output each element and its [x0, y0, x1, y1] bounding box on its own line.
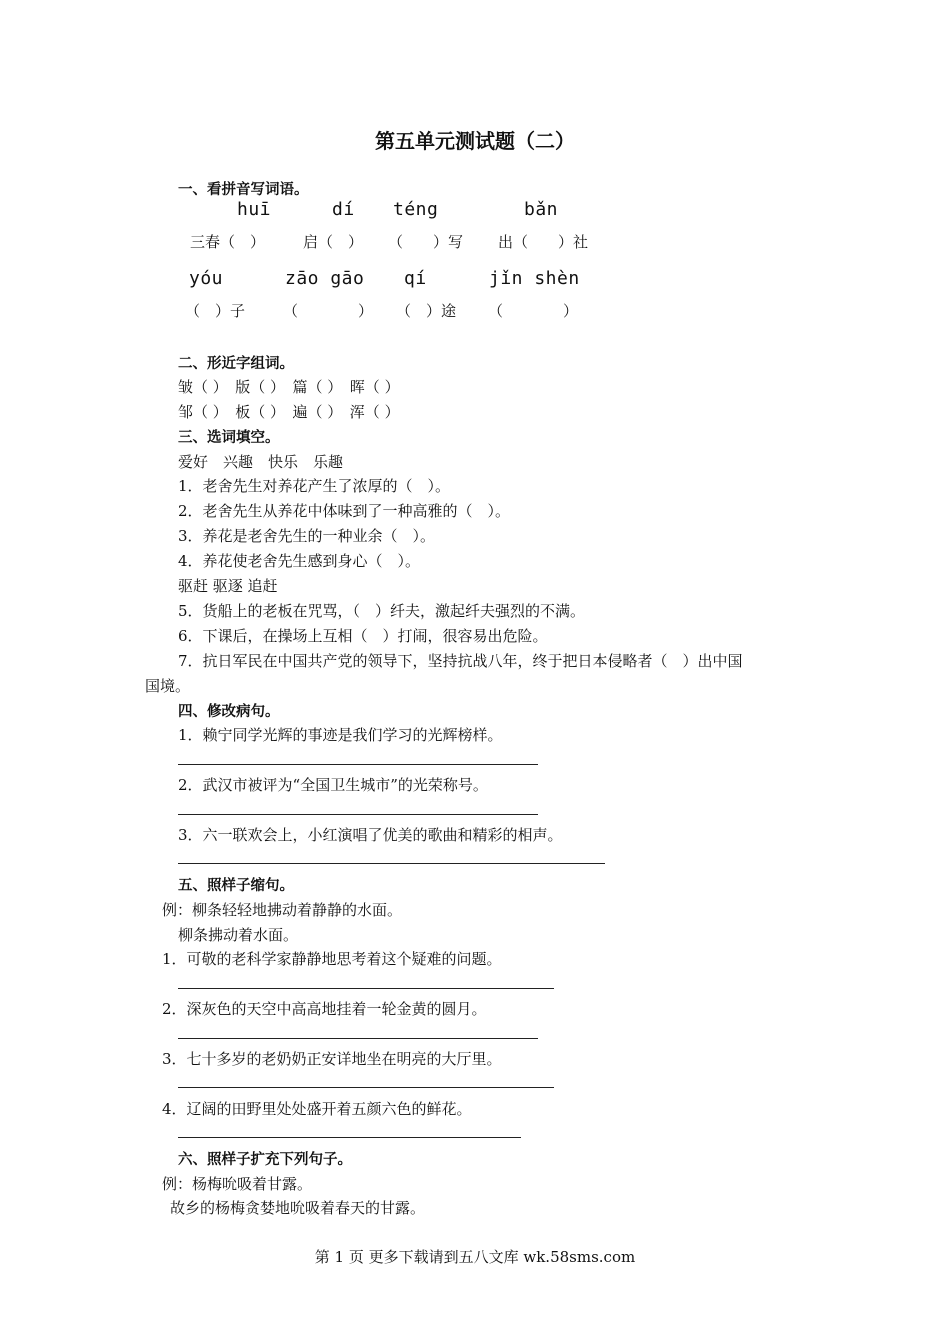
- section1-heading: 一、看拼音写词语。: [178, 182, 309, 198]
- blank-youzi: （ ）子: [185, 302, 246, 320]
- blank-qitu: （ ）途: [396, 302, 457, 320]
- similar-chars-row1: 皱（ ） 版（ ） 篇（ ） 晖（ ）: [178, 378, 400, 396]
- blank-jinshen: （ ）: [488, 302, 579, 320]
- answer-line: [178, 988, 554, 989]
- answer-line: [178, 1038, 538, 1039]
- correct-sentence-1: 1．赖宁同学光辉的事迹是我们学习的光辉榜样。: [178, 726, 503, 744]
- section5-heading: 五、照样子缩句。: [178, 878, 294, 894]
- pinyin-hui: huī: [237, 199, 272, 220]
- pinyin-zaogao: zāo gāo: [285, 268, 365, 289]
- pinyin-jinshen: jǐn shèn: [489, 268, 580, 289]
- answer-line: [178, 1087, 554, 1088]
- fill-question-7: 7．抗日军民在中国共产党的领导下，坚持抗战八年，终于把日本侵略者（ ）出中国: [178, 652, 743, 670]
- blank-zaogao: （ ）: [283, 302, 374, 320]
- blank-qi: 启（ ）: [303, 233, 364, 251]
- pinyin-qi: qí: [404, 268, 427, 289]
- shorten-question-1: 1．可敬的老科学家静静地思考着这个疑难的问题。: [162, 950, 502, 968]
- pinyin-ban: bǎn: [524, 199, 559, 220]
- expand-example-answer: 故乡的杨梅贪婪地吮吸着春天的甘露。: [170, 1199, 426, 1217]
- word-bank-2: 驱赶 驱逐 追赶: [178, 577, 278, 595]
- blank-xie: （ ）写: [388, 233, 464, 251]
- section4-heading: 四、修改病句。: [178, 704, 280, 720]
- page-footer: 第 1 页 更多下载请到五八文库 wk.58sms.com: [314, 1248, 636, 1266]
- shorten-example-answer: 柳条拂动着水面。: [178, 926, 299, 944]
- answer-line: [178, 764, 538, 765]
- section6-heading: 六、照样子扩充下列句子。: [178, 1152, 352, 1168]
- answer-line: [178, 814, 538, 815]
- page-title: 第五单元测试题（二）: [375, 129, 575, 153]
- fill-question-5: 5．货船上的老板在咒骂，（ ）纤夫，激起纤夫强烈的不满。: [178, 602, 586, 620]
- pinyin-di: dí: [332, 199, 355, 220]
- shorten-question-2: 2．深灰色的天空中高高地挂着一轮金黄的圆月。: [162, 1000, 487, 1018]
- fill-question-4: 4．养花使老舍先生感到身心（ ）。: [178, 552, 421, 570]
- section2-heading: 二、形近字组词。: [178, 356, 294, 372]
- shorten-question-3: 3．七十多岁的老奶奶正安详地坐在明亮的大厅里。: [162, 1050, 502, 1068]
- pinyin-teng: téng: [393, 199, 439, 220]
- pinyin-you: yóu: [189, 268, 224, 289]
- fill-question-6: 6．下课后，在操场上互相（ ）打闹，很容易出危险。: [178, 627, 548, 645]
- shorten-question-4: 4．辽阔的田野里处处盛开着五颜六色的鲜花。: [162, 1100, 472, 1118]
- blank-sanchun: 三春（ ）: [190, 233, 266, 251]
- blank-chubanshe: 出（ ）社: [498, 233, 589, 251]
- fill-question-2: 2．老舍先生从养花中体味到了一种高雅的（ ）。: [178, 502, 511, 520]
- answer-line: [178, 1137, 521, 1138]
- correct-sentence-2: 2．武汉市被评为“全国卫生城市”的光荣称号。: [178, 776, 488, 794]
- word-bank-1: 爱好 兴趣 快乐 乐趣: [178, 453, 344, 471]
- fill-question-7-cont: 国境。: [145, 677, 191, 695]
- shorten-example: 例：柳条轻轻地拂动着静静的水面。: [162, 901, 403, 919]
- fill-question-1: 1．老舍先生对养花产生了浓厚的（ ）。: [178, 477, 451, 495]
- correct-sentence-3: 3．六一联欢会上，小红演唱了优美的歌曲和精彩的相声。: [178, 826, 563, 844]
- section3-heading: 三、选词填空。: [178, 430, 280, 446]
- fill-question-3: 3．养花是老舍先生的一种业余（ ）。: [178, 527, 436, 545]
- similar-chars-row2: 邹（ ） 板（ ） 遍（ ） 浑（ ）: [178, 403, 400, 421]
- answer-line: [178, 863, 605, 864]
- expand-example: 例：杨梅吮吸着甘露。: [162, 1175, 313, 1193]
